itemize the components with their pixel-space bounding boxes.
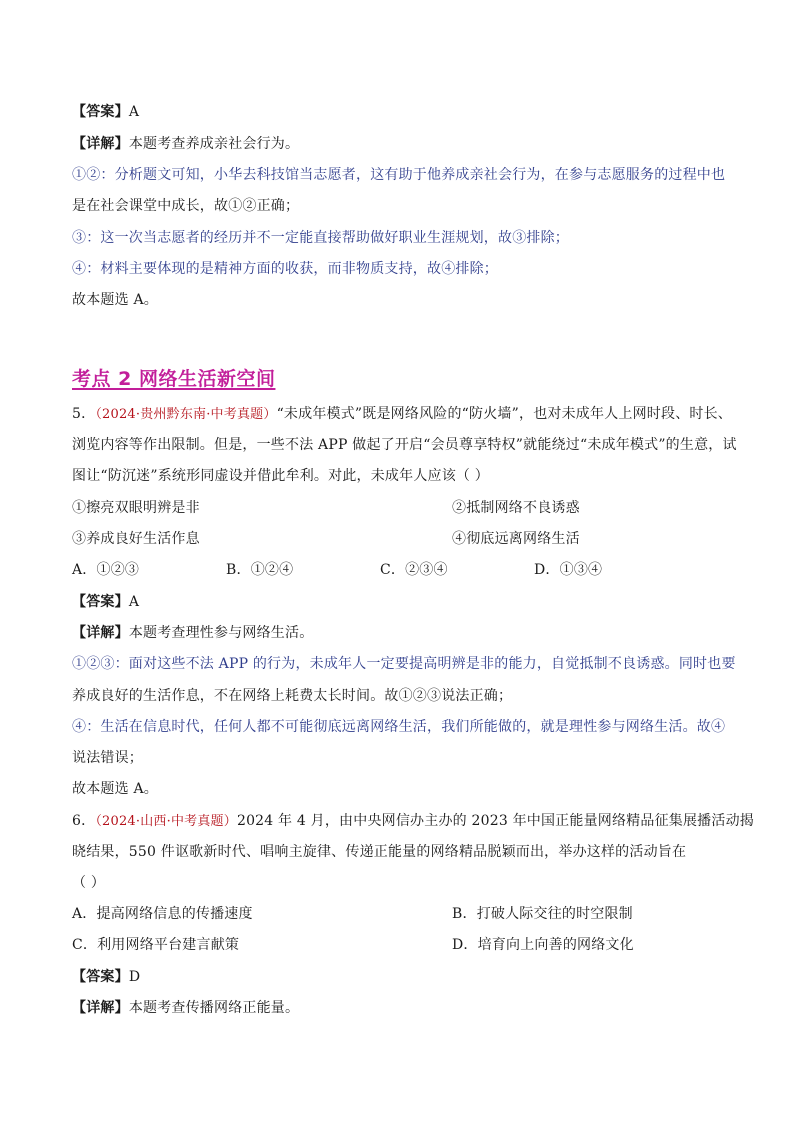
q6-stem-line-3: （ ）: [72, 875, 106, 891]
q5-analysis-3: ④：生活在信息时代，任何人都不可能彻底远离网络生活，我们所能做的，就是理性参与网络生活。故④: [72, 719, 726, 735]
q6-number: 6．: [72, 813, 96, 829]
q5-detail-text: 本题考查理性参与网络生活。: [128, 625, 314, 641]
q6-answer-value: D: [128, 969, 141, 985]
q6-stem-1: 2024 年 4 月，由中央网信办主办的 2023 年中国正能量网络精品征集展播活动揭: [236, 813, 754, 829]
q5-item-1: ①擦亮双眼明辨是非: [72, 500, 200, 516]
q6-detail-text: 本题考查传播网络正能量。: [128, 1000, 300, 1016]
q4-detail-text: 本题考查养成亲社会行为。: [128, 136, 300, 152]
q4-analysis-2: 是在社会课堂中成长，故①②正确；: [72, 198, 300, 214]
q6-stem-line-2: 晓结果，550 件讴歌新时代、唱响主旋律、传递正能量的网络精品脱颖而出，举办这样的活动旨在: [72, 844, 687, 860]
q5-analysis-2: 养成良好的生活作息，不在网络上耗费太长时间。故①②③说法正确；: [72, 688, 513, 704]
answer-label: 【答案】: [72, 969, 129, 985]
q6-choice-c: C．利用网络平台建言献策: [72, 937, 240, 953]
q6-choices-row-1: [72, 904, 633, 924]
q4-answer-line: [72, 102, 139, 122]
answer-label: 【答案】: [72, 594, 129, 610]
q5-choice-c: C．②③④: [380, 562, 448, 578]
q5-item-2: ②抵制网络不良诱惑: [452, 500, 580, 516]
q5-number: 5．: [72, 406, 96, 422]
q5-item-4: ④彻底远离网络生活: [452, 531, 580, 547]
q5-item-3: ③养成良好生活作息: [72, 531, 200, 547]
q6-answer-line: [72, 967, 140, 987]
q5-items-row-1: [72, 498, 580, 518]
q4-analysis-1: ①②：分析题文可知，小华去科技馆当志愿者，这有助于他养成亲社会行为，在参与志愿服务的过程中也: [72, 167, 726, 183]
q6-stem-line-1: [72, 811, 754, 832]
q5-stem-line-1: [72, 404, 732, 425]
q5-stem-1: “未成年模式”既是网络风险的“防火墙”，也对未成年人上网时段、时长、: [276, 406, 732, 422]
q5-conclusion: 故本题选 A。: [72, 781, 158, 797]
q5-analysis-4: 说法错误；: [72, 750, 143, 766]
section-heading: 考点 2 网络生活新空间: [72, 368, 276, 390]
q5-stem-line-2: 浏览内容等作出限制。但是，一些不法 APP 做起了开启“会员尊享特权”就能绕过“未成年模式”的生意，试: [72, 437, 737, 453]
q4-analysis-4: ④：材料主要体现的是精神方面的收获，而非物质支持，故④排除；: [72, 261, 498, 277]
q6-detail-line: [72, 998, 299, 1018]
q5-stem-line-3: 图让“防沉迷”系统形同虚设并借此牟利。对此，未成年人应该（ ）: [72, 468, 489, 484]
q6-choice-b: B．打破人际交往的时空限制: [452, 906, 633, 922]
q5-detail-line: [72, 623, 313, 643]
q5-source: （2024·贵州黔东南·中考真题）: [95, 407, 277, 422]
answer-label: 【答案】: [72, 104, 129, 120]
q4-conclusion: 故本题选 A。: [72, 292, 158, 308]
q6-choice-a: A．提高网络信息的传播速度: [72, 906, 253, 922]
q4-detail-line: [72, 134, 299, 154]
q5-choice-a: A．①②③: [72, 562, 140, 578]
q5-answer-value: A: [128, 594, 140, 610]
q4-analysis-3: ③：这一次当志愿者的经历并不一定能直接帮助做好职业生涯规划，故③排除；: [72, 230, 569, 246]
q5-analysis-1: ①②③：面对这些不法 APP 的行为，未成年人一定要提高明辨是非的能力，自觉抵制不良诱惑。同时也要: [72, 656, 736, 672]
q6-choice-d: D．培育向上向善的网络文化: [452, 937, 634, 953]
q5-choice-d: D．①③④: [534, 562, 603, 578]
q4-answer-value: A: [128, 104, 140, 120]
q6-choices-row-2: [72, 935, 634, 955]
q5-answer-line: [72, 592, 139, 612]
detail-label: 【详解】: [72, 136, 129, 152]
q5-choice-b: B．①②④: [226, 562, 294, 578]
detail-label: 【详解】: [72, 1000, 129, 1016]
q6-source: （2024·山西·中考真题）: [95, 814, 237, 829]
detail-label: 【详解】: [72, 625, 129, 641]
q5-items-row-2: [72, 529, 580, 549]
